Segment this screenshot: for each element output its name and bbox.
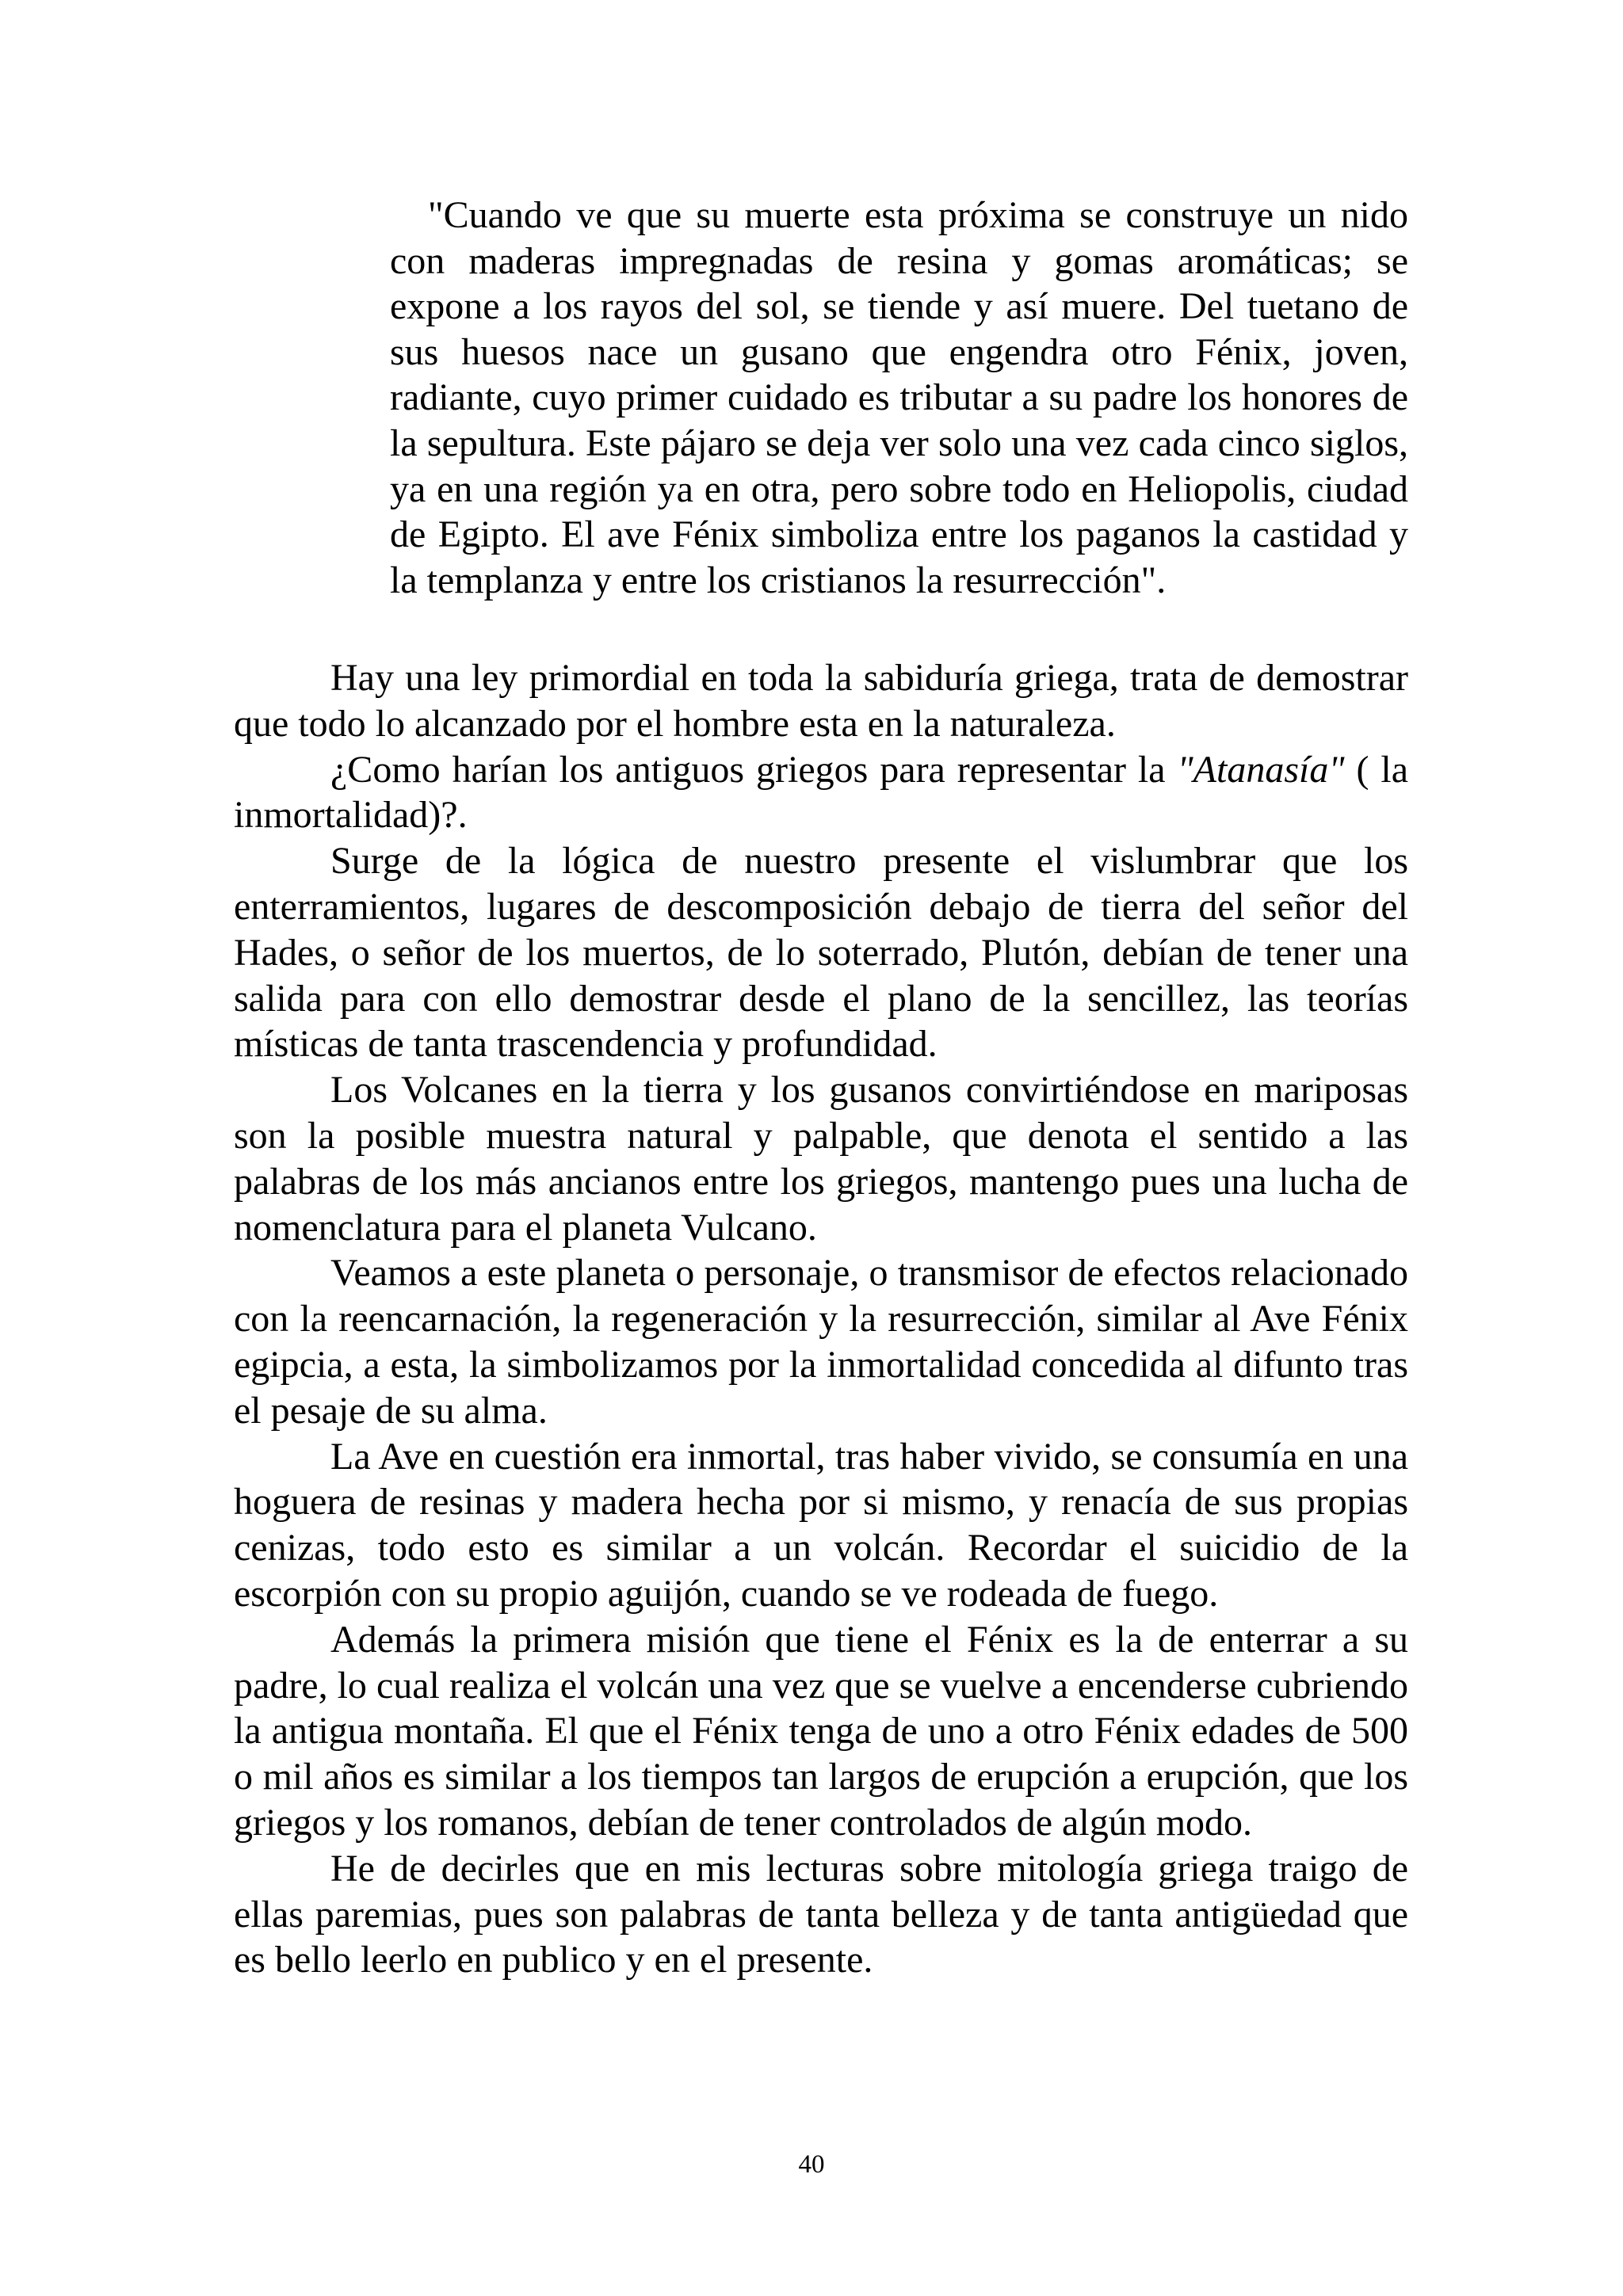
paragraph: He de decirles que en mis lecturas sobre mitología griega traigo de ellas paremias, pues son palabras de tanta belleza y de tanta antigüedad que es bello leerlo en publico y en el presente. — [234, 1847, 1408, 1981]
page-number: 40 — [798, 2150, 825, 2179]
paragraph — [234, 747, 1408, 839]
body-text — [234, 655, 1408, 1983]
paragraph-text: ( la inmortalidad)?. — [234, 748, 1409, 837]
block-quote: "Cuando ve que su muerte esta próxima se construye un nido con maderas impregnadas de resina y gomas aromáticas; se expone a los rayos del sol, se tiende y así muere. Del tuetano de sus huesos nace un gusano que engendra otro Fénix, joven, radiante, cuyo primer cuidado es tributar a su padre los honores de la sepultura. Este pájaro se deja ver solo una vez cada cinco siglos, ya en una región ya en otra, pero sobre todo en Heliopolis, ciudad de Egipto. El ave Fénix simboliza entre los paganos la castidad y la templanza y entre los cristianos la resurrección". — [390, 194, 1408, 601]
paragraph: La Ave en cuestión era inmortal, tras haber vivido, se consumía en una hoguera de resinas y madera hecha por si mismo, y renacía de sus propias cenizas, todo esto es similar a un volcán. Recordar el suicidio de la escorpión con su propio aguijón, cuando se ve rodeada de fuego. — [234, 1435, 1408, 1615]
paragraph: Veamos a este planeta o personaje, o transmisor de efectos relacionado con la reencarnación, la regeneración y la resurrección, similar al Ave Fénix egipcia, a esta, la simbolizamos por la inmortalidad concedida al difunto tras el pesaje de su alma. — [234, 1252, 1408, 1432]
paragraph: Surge de la lógica de nuestro presente el vislumbrar que los enterramientos, lugares de descomposición debajo de tierra del señor del Hades, o señor de los muertos, de lo soterrado, Plutón, debían de tener una salida para con ello demostrar desde el plano de la sencillez, las teorías místicas de tanta trascendencia y profundidad. — [234, 840, 1408, 1066]
paragraph: Además la primera misión que tiene el Fénix es la de enterrar a su padre, lo cual realiza el volcán una vez que se vuelve a encenderse cubriendo la antigua montaña. El que el Fénix tenga de uno a otro Fénix edades de 500 o mil años es similar a los tiempos tan largos de erupción a erupción, que los griegos y los romanos, debían de tener controlados de algún modo. — [234, 1618, 1408, 1844]
paragraph-text: ¿Como harían los antiguos griegos para representar la — [330, 748, 1178, 791]
paragraph: Hay una ley primordial en toda la sabiduría griega, trata de demostrar que todo lo alcanzado por el hombre esta en la naturaleza. — [234, 657, 1408, 745]
emphasis-term: "Atanasía" — [1177, 748, 1345, 791]
paragraph: Los Volcanes en la tierra y los gusanos convirtiéndose en mariposas son la posible muestra natural y palpable, que denota el sentido a las palabras de los más ancianos entre los griegos, mantengo pues una lucha de nomenclatura para el planeta Vulcano. — [234, 1069, 1408, 1249]
